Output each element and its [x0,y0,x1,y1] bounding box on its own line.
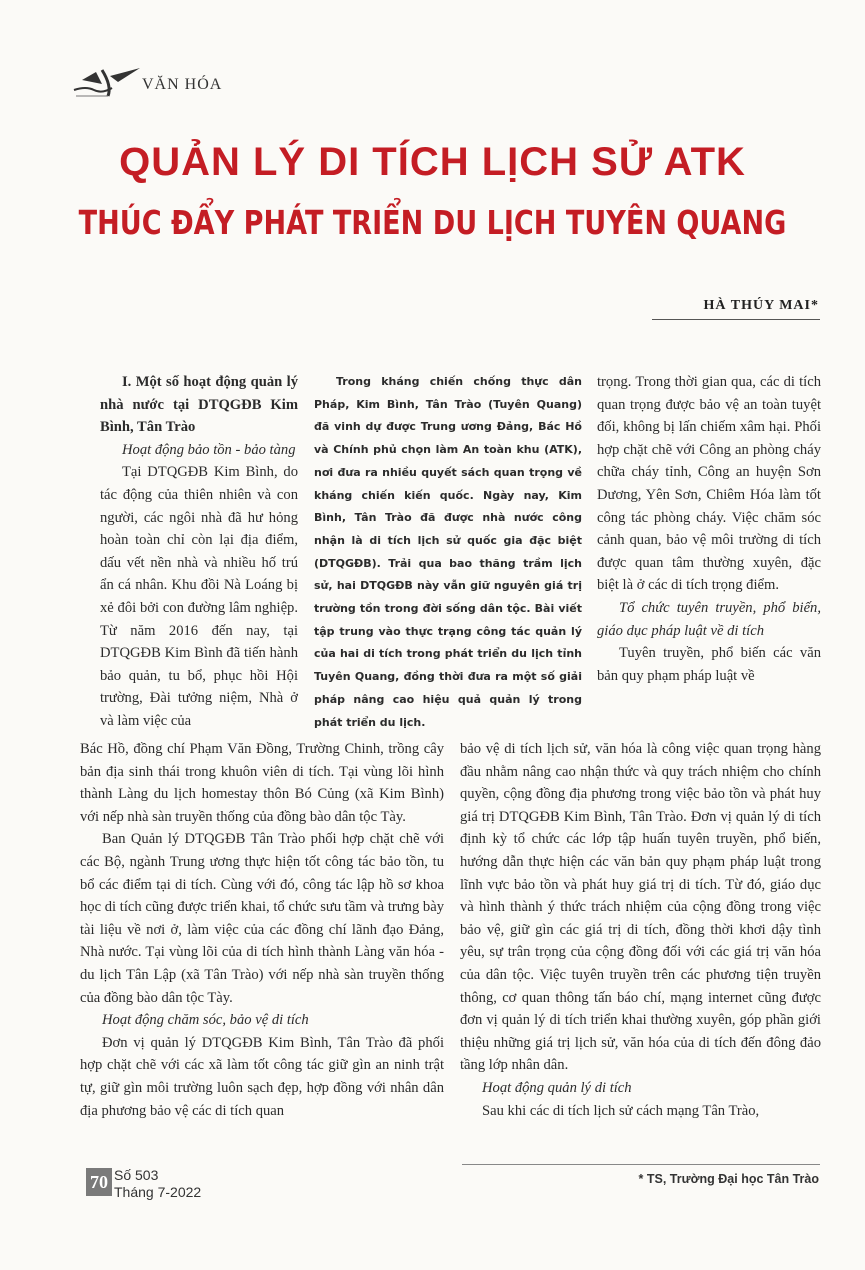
issue-number: Số 503 [114,1167,159,1183]
author-footnote: * TS, Trường Đại học Tân Trào [638,1172,819,1186]
footnote-rule [462,1164,820,1165]
section-label: VĂN HÓA [142,76,223,93]
subheading-propaganda: Tổ chức tuyên truyền, phổ biến, giáo dục pháp luật về di tích [597,599,821,639]
issue-date: Tháng 7-2022 [114,1184,202,1200]
paragraph: Đơn vị quản lý DTQGĐB Kim Bình, Tân Trào đã phối hợp chặt chẽ với các xã làm tốt công tác giữ gìn an ninh trật tự, giữ gìn môi trường luôn sạch đẹp, hợp đồng với nhân dân địa phương bảo vệ các di tích quan [80,1034,444,1119]
lower-left-column [80,738,444,1122]
paragraph: Bác Hồ, đồng chí Phạm Văn Đồng, Trường Chinh, trồng cây bản địa sinh thái trong khuôn viên di tích. Tại vùng lõi hình thành Làng du lịch homestay thôn Bó Củng (xã Kim Bình) với nếp nhà sàn truyền thống của đồng bào dân tộc Tày. [80,741,444,825]
subheading-management: Hoạt động quản lý di tích [482,1079,632,1096]
page-number: 70 [86,1168,112,1196]
paragraph: Ban Quản lý DTQGĐB Tân Trào phối hợp chặt chẽ với các Bộ, ngành Trung ương thực hiện tốt công tác bảo tồn, tu bổ các điểm tại di tích. Cùng với đó, công tác lập hồ sơ khoa học di tích cũng được triển khai, tổ chức sưu tầm và trưng bày tài liệu về nơi ở, làm việc của các đồng chí lãnh đạo Đảng, Nhà nước. Tại vùng lõi của di tích hình thành Làng văn hóa - du lịch Tân Lập (xã Tân Trào) với nếp nhà sàn truyền thống của đồng bào dân tộc Tày. [80,831,444,1006]
column-3 [597,371,821,687]
paragraph: Sau khi các di tích lịch sử cách mạng Tân Trào, [482,1102,760,1119]
issue-info [114,1167,201,1201]
author-name: HÀ THÚY MAI* [703,298,819,313]
paragraph: Tại DTQGĐB Kim Bình, do tác động của thiên nhiên và con người, các ngôi nhà đã hư hỏng hoàn toàn chỉ còn lại địa điểm, dấu vết nền nhà và nhiều hố trú ẩn cá nhân. Khu đồi Nà Loáng bị xẻ đôi bởi con đường lâm nghiệp. Từ năm 2016 đến nay, tại DTQGĐB Kim Bình đã tiến hành bảo quản, tu bổ, phục hồi Hội trường, Đài tưởng niệm, Nhà ở và làm việc của [100,464,298,729]
subheading-conservation: Hoạt động bảo tồn - bảo tàng [122,441,296,458]
bird-flourish-icon [72,66,144,100]
section-tag [72,66,272,106]
subheading-care: Hoạt động chăm sóc, bảo vệ di tích [102,1012,309,1029]
paragraph: Tuyên truyền, phổ biến các văn bản quy phạm pháp luật về [597,645,821,684]
article-title-line2: THÚC ĐẨY PHÁT TRIỂN DU LỊCH TUYÊN QUANG [78,203,787,242]
section-heading: I. Một số hoạt động quản lý nhà nước tại DTQGĐB Kim Bình, Tân Trào [100,374,298,436]
paragraph: bảo vệ di tích lịch sử, văn hóa là công việc quan trọng hàng đầu nhằm nâng cao nhận thức và quy trách nhiệm cho chính quyền, cộng đồng địa phương trong việc bảo tồn và phát huy giá trị DTQGĐB Kim Bình, Tân Trào. Đơn vị quản lý di tích định kỳ tổ chức các lớp tập huấn tuyên truyền, phổ biến, hướng dẫn thực hiện các văn bản quy phạm pháp luật trong lĩnh vực bảo tồn và phát huy giá trị di tích. Từ đó, giáo dục và hình thành ý thức trách nhiệm của cộng đồng trong việc bảo vệ, giữ gìn các giá trị di tích, đồng thời khơi dậy tình yêu, sự trân trọng của cộng đồng đối với các giá trị văn hóa của dân tộc. Việc tuyên truyền trên các phương tiện truyền thông, cơ quan thông tấn báo chí, mạng internet cũng được đơn vị quản lý di tích triển khai thường xuyên, góp phần giới thiệu những giá trị lịch sử, văn hóa của di tích đến đông đảo tầng lớp nhân dân. [460,741,821,1074]
column-1 [100,371,298,733]
abstract [314,371,582,734]
abstract-text: Trong kháng chiến chống thực dân Pháp, Kim Bình, Tân Trào (Tuyên Quang) đã vinh dự được Trung ương Đảng, Bác Hồ và Chính phủ chọn làm An toàn khu (ATK), nơi đưa ra nhiều quyết sách quan trọng về kháng chiến kiến quốc. Ngày nay, Kim Bình, Tân Trào đã được nhà nước công nhận là di tích lịch sử quốc gia đặc biệt (DTQGĐB). Trải qua bao thăng trầm lịch sử, hai DTQGĐB này vẫn giữ nguyên giá trị trường tồn trong đời sống dân tộc. Bài viết tập trung vào thực trạng công tác quản lý của hai di tích trong phát triển du lịch tỉnh Tuyên Quang, đồng thời đưa ra một số giải pháp nâng cao hiệu quả quản lý trong phát triển du lịch. [314,375,582,729]
paragraph: trọng. Trong thời gian qua, các di tích quan trọng được bảo vệ an toàn tuyệt đối, không bị lấn chiếm xâm hại. Phối hợp chặt chẽ với Công an phòng cháy chữa cháy tỉnh, Công an huyện Sơn Dương, Yên Sơn, Chiêm Hóa làm tốt công tác phòng cháy. Việc chăm sóc cảnh quan, bảo vệ môi trường di tích được quan tâm thường xuyên, đặc biệt là ở các di tích trọng điểm. [597,374,821,594]
author-rule [652,319,820,320]
article-title-line1: QUẢN LÝ DI TÍCH LỊCH SỬ ATK [119,140,746,184]
lower-right-column [460,738,821,1122]
